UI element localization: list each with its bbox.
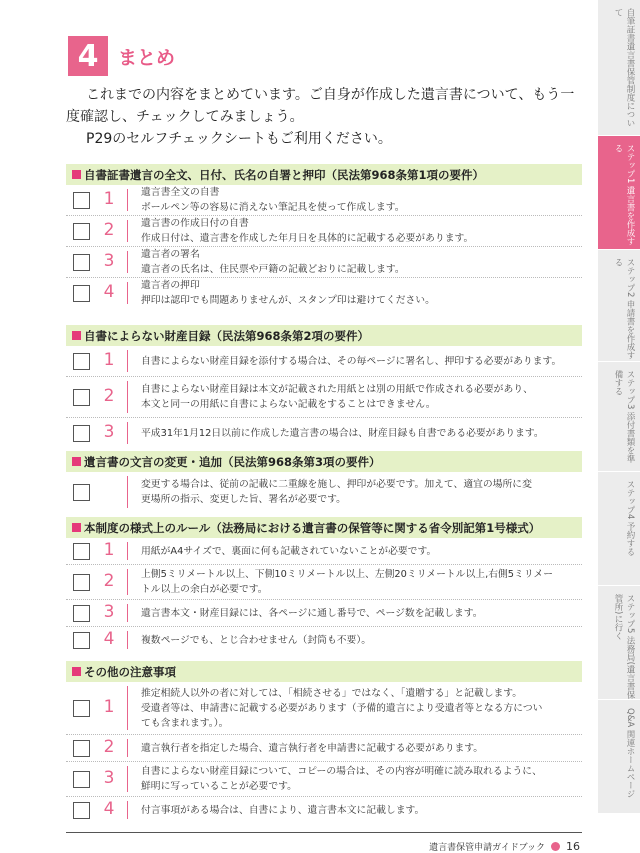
sidebar-tab-label: 自筆証書遺言書保管制度について xyxy=(613,8,635,127)
item-text-line: 推定相続人以外の者に対しては、「相続させる」ではなく、「遺贈する」と記載します。 xyxy=(141,687,523,699)
item-number: 2 xyxy=(103,737,115,757)
item-number: 3 xyxy=(103,422,115,442)
checklist-section-format-rules xyxy=(66,517,582,653)
item-divider xyxy=(127,476,128,508)
item-divider xyxy=(127,422,128,444)
item-text-line: 自書によらない財産目録を添付する場合は、その毎ページに署名し、押印する必要があります。 xyxy=(141,355,562,367)
item-number: 4 xyxy=(103,629,115,649)
section-title: 自書によらない財産目録（民法第968条第2項の要件） xyxy=(84,328,370,343)
item-text-line: 遺言者の押印 xyxy=(141,280,200,291)
item-number: 1 xyxy=(103,540,115,560)
checklist-section-other-notes xyxy=(66,661,582,823)
section-title: 本制度の様式上のルール（法務局における遺言書の保管等に関する省令別記第1号様式） xyxy=(84,520,541,535)
checkbox[interactable] xyxy=(73,254,90,271)
checklist-row xyxy=(66,247,582,278)
item-divider xyxy=(127,604,128,622)
checkbox[interactable] xyxy=(73,771,90,788)
item-text-line: ボールペン等の容易に消えない筆記具を使って作成します。 xyxy=(141,202,405,213)
heading-number: 4 xyxy=(68,36,108,76)
checklist-row xyxy=(66,216,582,247)
item-text xyxy=(141,477,580,507)
item-number: 1 xyxy=(103,189,115,209)
item-divider xyxy=(127,189,128,211)
item-text xyxy=(141,247,580,277)
item-text-line: 自書によらない財産目録は本文が記載された用紙とは別の用紙で作成される必要があり、 xyxy=(141,384,533,395)
item-text-line: 遺言書本文・財産目録には、各ページに通し番号で、ページ数を記載します。 xyxy=(141,607,483,619)
sidebar-tab-label: ステップ5 法務局(遺言書保管所)に行く xyxy=(613,594,635,699)
item-number: 1 xyxy=(103,350,115,370)
sidebar-tab-label: ステップ3 添付書類を準備する xyxy=(613,370,635,464)
item-divider xyxy=(127,220,128,242)
checklist-row xyxy=(66,682,582,735)
checkbox[interactable] xyxy=(73,192,90,209)
item-number: 4 xyxy=(103,799,115,819)
item-divider xyxy=(127,381,128,413)
item-text-line: 作成日付は、遺言書を作成した年月日を具体的に記載する必要があります。 xyxy=(141,233,474,244)
sidebar-tab-label: ステップ4 予約する xyxy=(625,480,635,557)
section-title: 遺言書の文言の変更・追加（民法第968条第3項の要件） xyxy=(84,454,381,469)
item-divider xyxy=(127,542,128,560)
item-divider xyxy=(127,350,128,372)
page-number: 16 xyxy=(566,840,580,853)
item-text-line: 上側5ミリメートル以上、下側10ミリメートル以上、左側20ミリメートル以上,右側5ミリメー xyxy=(141,569,554,580)
item-text-line: 遺言者の氏名は、住民票や戸籍の記載どおりに記載します。 xyxy=(141,264,405,275)
sidebar-tab-label: Q&A 関連ホームページ xyxy=(625,708,635,798)
checkbox[interactable] xyxy=(73,605,90,622)
section-title: その他の注意事項 xyxy=(84,664,176,679)
item-number: 4 xyxy=(103,282,115,302)
item-text-line: 平成31年1月12日以前に作成した遺言書の場合は、財産目録も自書である必要があります。 xyxy=(141,427,544,439)
item-text-line: 遺言書全文の自書 xyxy=(141,187,220,198)
item-text xyxy=(141,382,580,412)
item-number: 3 xyxy=(103,768,115,788)
sidebar-tab-6[interactable] xyxy=(598,586,640,700)
item-text-line: 更場所の指示、変更した旨、署名が必要です。 xyxy=(141,494,346,505)
item-text-line: 遺言書の作成日付の自書 xyxy=(141,218,249,229)
checkbox[interactable] xyxy=(73,543,90,560)
checklist-row xyxy=(66,627,582,653)
checklist-row xyxy=(66,797,582,823)
checklist-section-handwriting xyxy=(66,164,582,308)
section-heading xyxy=(68,36,175,76)
item-number: 2 xyxy=(103,571,115,591)
intro-line-1: これまでの内容をまとめています。ご自身が作成した遺言書について、もう一度確認し、チェックしてみましょう。 xyxy=(66,87,575,125)
item-divider xyxy=(127,801,128,819)
item-text-line: トル以上の余白が必要です。 xyxy=(141,584,268,595)
bullet-square-icon xyxy=(72,331,81,340)
checkbox[interactable] xyxy=(73,353,90,370)
item-text xyxy=(141,185,580,215)
item-text xyxy=(141,803,580,818)
bullet-square-icon xyxy=(72,523,81,532)
checkbox[interactable] xyxy=(73,740,90,757)
item-text-line: 本文と同一の用紙に自書によらない記載をすることはできません。 xyxy=(141,399,436,410)
bullet-square-icon xyxy=(72,170,81,179)
footer-divider xyxy=(66,832,582,833)
item-number: 2 xyxy=(103,220,115,240)
checklist-row xyxy=(66,278,582,308)
item-divider xyxy=(127,686,128,730)
item-number: 3 xyxy=(103,251,115,271)
checklist-row xyxy=(66,600,582,627)
checklist-row xyxy=(66,565,582,600)
item-text-line: 鮮明に写っていることが必要です。 xyxy=(141,781,297,792)
item-text-line: 押印は認印でも問題ありませんが、スタンプ印は避けてください。 xyxy=(141,295,435,306)
checkbox[interactable] xyxy=(73,389,90,406)
sidebar-tab-3[interactable] xyxy=(598,250,640,362)
item-number: 2 xyxy=(103,386,115,406)
item-text xyxy=(141,278,580,308)
item-divider xyxy=(127,766,128,792)
item-text xyxy=(141,686,580,731)
bullet-square-icon xyxy=(72,457,81,466)
checklist-row xyxy=(66,377,582,418)
item-text xyxy=(141,354,580,369)
sidebar-tab-1[interactable] xyxy=(598,0,640,136)
sidebar-tab-5[interactable] xyxy=(598,472,640,586)
item-text-line: 複数ページでも、とじ合わせません（封筒も不要）。 xyxy=(141,634,372,646)
item-divider xyxy=(127,569,128,595)
checklist-row xyxy=(66,472,582,512)
intro-line-2: P29のセルフチェックシートもご利用ください。 xyxy=(86,131,392,147)
item-text-line: 用紙がA4サイズで、裏面に何も記載されていないことが必要です。 xyxy=(141,545,437,557)
item-text xyxy=(141,741,580,756)
checklist-row xyxy=(66,538,582,565)
sidebar-tab-7[interactable] xyxy=(598,700,640,814)
item-text-line: 遺言執行者を指定した場合、遺言執行者を申請書に記載する必要があります。 xyxy=(141,742,484,754)
checkbox[interactable] xyxy=(73,574,90,591)
sidebar-tab-4[interactable] xyxy=(598,362,640,472)
checklist-section-property-list xyxy=(66,325,582,448)
checklist-row xyxy=(66,185,582,216)
footer-book-title: 遺言書保管申請ガイドブック xyxy=(429,843,545,853)
checkbox[interactable] xyxy=(73,484,90,501)
item-text-line: 遺言者の署名 xyxy=(141,249,200,260)
item-text xyxy=(141,567,580,597)
checklist-row xyxy=(66,418,582,448)
checkbox[interactable] xyxy=(73,285,90,302)
footer xyxy=(429,840,580,853)
item-text xyxy=(141,426,580,441)
item-divider xyxy=(127,282,128,304)
bullet-square-icon xyxy=(72,667,81,676)
item-text xyxy=(141,764,580,794)
page-dot-icon xyxy=(551,842,560,851)
sidebar-tab-label: ステップ1 遺言書を作成する xyxy=(613,144,635,246)
item-number: 1 xyxy=(103,697,115,717)
intro-text xyxy=(66,84,586,150)
sidebar-tab-label: ステップ2 申請書を作成する xyxy=(613,258,635,360)
checklist-row xyxy=(66,762,582,797)
item-number: 3 xyxy=(103,602,115,622)
item-divider xyxy=(127,631,128,649)
section-title: 自書証書遺言の全文、日付、氏名の自署と押印（民法第968条第1項の要件） xyxy=(84,167,485,182)
checklist-section-amendment xyxy=(66,451,582,512)
item-text-line: 受遺者等は、申請書に記載する必要があります（予備的遺言により受遺者等となる方につい xyxy=(141,702,543,714)
item-text-line: 自書によらない財産目録について、コピーの場合は、その内容が明確に読み取れるように、 xyxy=(141,766,542,777)
item-text xyxy=(141,633,580,648)
checkbox[interactable] xyxy=(73,700,90,717)
heading-title: まとめ xyxy=(118,46,176,69)
item-text xyxy=(141,544,580,559)
checkbox[interactable] xyxy=(73,632,90,649)
item-text-line: 付言事項がある場合は、自書により、遺言書本文に記載します。 xyxy=(141,804,425,816)
sidebar-tab-2[interactable] xyxy=(598,136,640,250)
sidebar-tabs xyxy=(598,0,640,853)
item-divider xyxy=(127,251,128,273)
checklist-row xyxy=(66,735,582,762)
checkbox[interactable] xyxy=(73,223,90,240)
item-text xyxy=(141,216,580,246)
checkbox[interactable] xyxy=(73,425,90,442)
item-text-line: 変更する場合は、従前の記載に二重線を施し、押印が必要です。加えて、適宜の場所に変 xyxy=(141,479,532,490)
item-divider xyxy=(127,739,128,757)
item-text xyxy=(141,606,580,621)
checklist-row xyxy=(66,346,582,377)
checkbox[interactable] xyxy=(73,802,90,819)
item-text-line: ても含まれます。）。 xyxy=(141,717,229,729)
